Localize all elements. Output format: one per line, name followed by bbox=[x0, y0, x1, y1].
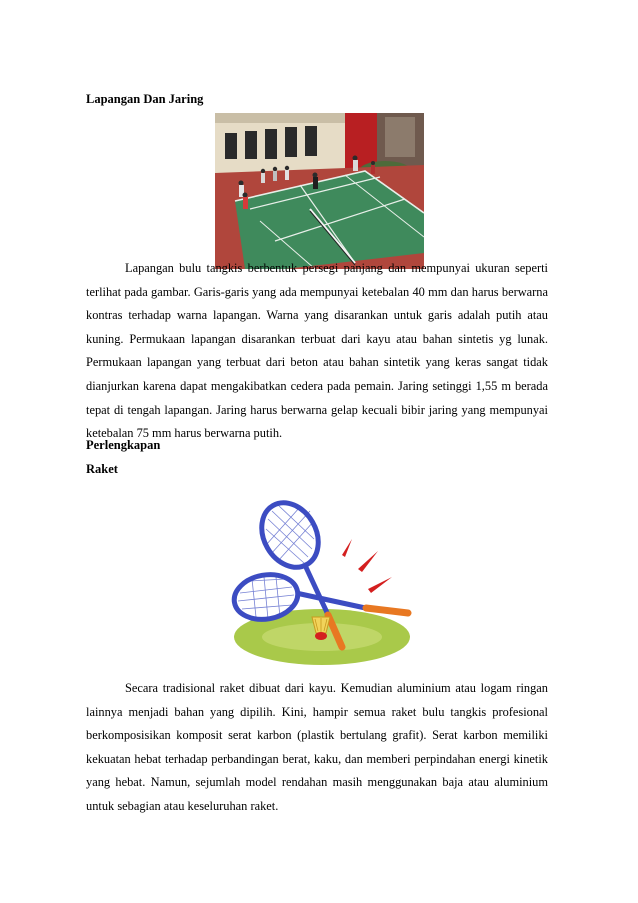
paragraph-racket: Secara tradisional raket dibuat dari kayu. Kemudian aluminium atau logam ringan lainnya menjadi bahan yang dipilih. Kini, hampir semua raket bulu tangkis profesional berkomposisikan komposit serat karbon (plastik bertulang grafit). Serat karbon memiliki kekuatan hebat terhadap perbandingan berat, kaku, dan memberi perpindahan energi kinetik yang hebat. Namun, sejumlah model rendahan masih menggunakan baja atau aluminium untuk sebagian atau keseluruhan raket. bbox=[86, 681, 548, 813]
racket-shuttlecock-clipart bbox=[230, 497, 415, 665]
section-heading-court: Lapangan Dan Jaring bbox=[86, 92, 204, 106]
badminton-court-photo bbox=[215, 113, 424, 269]
section-subheading-racket: Raket bbox=[86, 462, 118, 476]
paragraph-court: Lapangan bulu tangkis berbentuk persegi panjang dan mempunyai ukuran seperti terlihat pada gambar. Garis-garis yang ada mempunyai ketebalan 40 mm dan harus berwarna kontras terhadap warna lapangan. Warna yang disarankan untuk garis adalah putih atau kuning. Permukaan lapangan disarankan terbuat dari kayu atau bahan sintetis yg lunak. Permukaan lapangan yang terbuat dari beton atau bahan sintetik yang keras sangat tidak dianjurkan karena dapat mengakibatkan cedera pada pemain. Jaring setinggi 1,55 m berada tepat di tengah lapangan. Jaring harus berwarna gelap kecuali bibir jaring yang mempunyai ketebalan 75 mm harus berwarna putih. bbox=[86, 261, 548, 441]
section-heading-equipment: Perlengkapan bbox=[86, 438, 161, 452]
